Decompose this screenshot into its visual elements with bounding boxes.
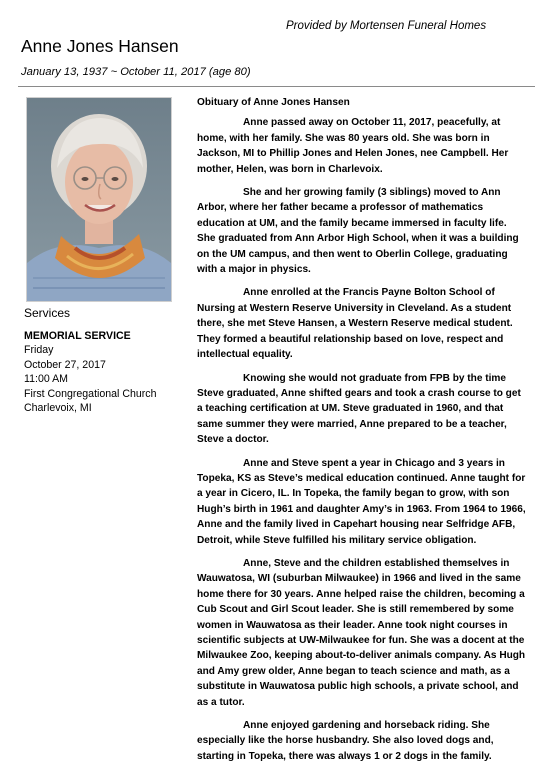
services-panel — [24, 306, 174, 416]
portrait-photo — [26, 97, 172, 302]
obituary-paragraph: She and her growing family (3 siblings) moved to Ann Arbor, where her father became a professor of mathematics education at UM, and the family became immersed in faculty life. She graduated from Ann Arbor High School, when it was a building on the UM campus, and then went to Oberlin College, graduating with a major in physics. — [197, 187, 519, 276]
portrait-illustration — [27, 98, 171, 301]
obituary-paragraph: Anne, Steve and the children established themselves in Wauwatosa, WI (suburban Milwaukee) in 1966 and lived in the same home there for 30 years. Anne helped raise the children, becoming a Cub Scout and Girl Scout leader. She is still remembered by some women in Wauwatosa as their leader. Anne took night courses in scientific subjects at UW-Milwaukee for fun. She was a docent at the Milwaukee Zoo, keeping about-to-deliver animals company. As Hugh and Amy grew older, Anne began to teach science and math, as a substitute in Wauwatosa public high schools, a private school, and as a tutor. — [197, 557, 526, 708]
deceased-name: Anne Jones Hansen — [21, 36, 179, 56]
obituary-paragraph: Anne enjoyed gardening and horseback riding. She especially like the horse husbandry. She also loved dogs and, starting in Topeka, there was always 1 or 2 dogs in the family. — [197, 720, 494, 762]
obituary-paragraph: Anne and Steve spent a year in Chicago and 3 years in Topeka, KS as Steve’s medical education continued. Anne taught for a year in Cicero, IL. In Topeka, the family began to grow, with son Hugh’s birth in 1961 and daughter Amy’s in 1963. From 1964 to 1966, Anne and the family lived in Capehart housing near Selfridge AFB, Detroit, while Steve fulfilled his military service obligation. — [197, 457, 526, 546]
header-divider — [18, 86, 535, 87]
service-time: 11:00 AM — [24, 373, 68, 385]
service-type: MEMORIAL SERVICE — [24, 329, 131, 342]
life-dates: January 13, 1937 ~ October 11, 2017 (age 80) — [21, 66, 251, 78]
obituary-paragraph: Anne passed away on October 11, 2017, peacefully, at home, with her family. She was 80 years old. She was born in Jackson, MI to Phillip Jones and Helen Jones, nee Campbell. Her mother, Helen, was born in Charlevoix. — [197, 117, 509, 175]
service-day: Friday — [24, 344, 54, 356]
service-city: Charlevoix, MI — [24, 402, 92, 414]
obituary-paragraph: Knowing she would not graduate from FPB by the time Steve graduated, Anne shifted gears and took a crash course to get a teaching certification at UM. Steve graduated in 1960, and that same summer they were married, Anne prepared to be a teacher, Steve a doctor. — [197, 372, 521, 446]
obituary-section — [197, 95, 527, 772]
service-location: First Congregational Church — [24, 387, 157, 400]
obituary-paragraph: Anne enrolled at the Francis Payne Bolton School of Nursing at Western Reserve University in Cleveland. As a student there, she met Steve Hansen, a Western Reserve medical student. They formed a beautiful relationship based on love, respect and intellectual equality. — [197, 287, 513, 361]
provider-credit: Provided by Mortensen Funeral Homes — [286, 20, 487, 32]
services-heading: Services — [24, 306, 71, 320]
obituary-title: Obituary of Anne Jones Hansen — [197, 97, 350, 108]
service-date: October 27, 2017 — [24, 358, 106, 371]
